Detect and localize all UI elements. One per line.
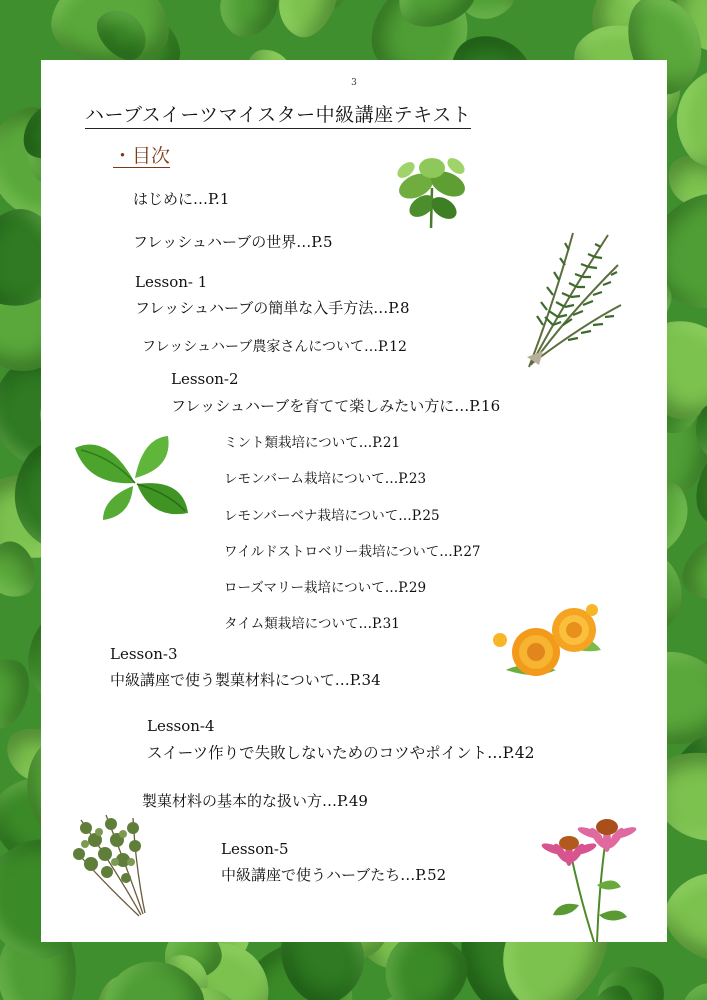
background-leaf: [207, 0, 288, 47]
toc-item-strawberry: ワイルドストロベリー栽培について…P.27: [224, 544, 481, 560]
toc-item-fresh-world: フレッシュハーブの世界…P.5: [133, 233, 333, 251]
toc-item-mint: ミント類栽培について…P.21: [224, 435, 401, 451]
document-page: [41, 60, 667, 942]
echinacea-flowers-illustration: [539, 805, 639, 945]
toc-item-rosemary: ローズマリー栽培について…P.29: [224, 580, 427, 596]
toc-lesson1-item: フレッシュハーブの簡単な入手方法…P.8: [135, 299, 410, 317]
mint-sprig-illustration: [386, 148, 476, 230]
toc-lesson4-label: Lesson-4: [147, 717, 215, 735]
toc-lesson4-item: スイーツ作りで失敗しないためのコツやポイント…P.42: [147, 744, 535, 762]
toc-item-farmers: フレッシュハーブ農家さんについて…P.12: [142, 339, 407, 355]
toc-lesson3-label: Lesson-3: [110, 645, 178, 663]
basil-leaves-illustration: [73, 428, 193, 523]
background-leaf: [676, 975, 707, 1000]
toc-heading: ・目次: [113, 145, 171, 167]
toc-lesson5-item: 中級講座で使うハーブたち…P.52: [221, 866, 447, 884]
toc-lesson2-item: フレッシュハーブを育てて楽しみたい方に…P.16: [171, 397, 501, 415]
toc-lesson3-item: 中級講座で使う製菓材料について…P.34: [110, 671, 381, 689]
toc-item-basic-handling: 製菓材料の基本的な扱い方…P.49: [142, 792, 368, 810]
thyme-bundle-illustration: [71, 810, 156, 920]
page-number: 3: [351, 78, 357, 88]
toc-lesson2-label: Lesson-2: [171, 370, 239, 388]
toc-lesson5-label: Lesson-5: [221, 840, 289, 858]
toc-item-intro: はじめに…P.1: [133, 190, 230, 208]
document-title: ハーブスイーツマイスター中級講座テキスト: [85, 100, 471, 129]
calendula-flowers-illustration: [486, 600, 606, 685]
toc-item-thyme: タイム類栽培について…P.31: [224, 616, 400, 632]
toc-lesson1-label: Lesson- 1: [135, 273, 208, 291]
toc-item-lemonbalm: レモンバーム栽培について…P.23: [224, 471, 427, 487]
rosemary-sprig-illustration: [513, 225, 623, 375]
toc-item-lemonverbena: レモンバーベナ栽培について…P.25: [224, 508, 440, 524]
